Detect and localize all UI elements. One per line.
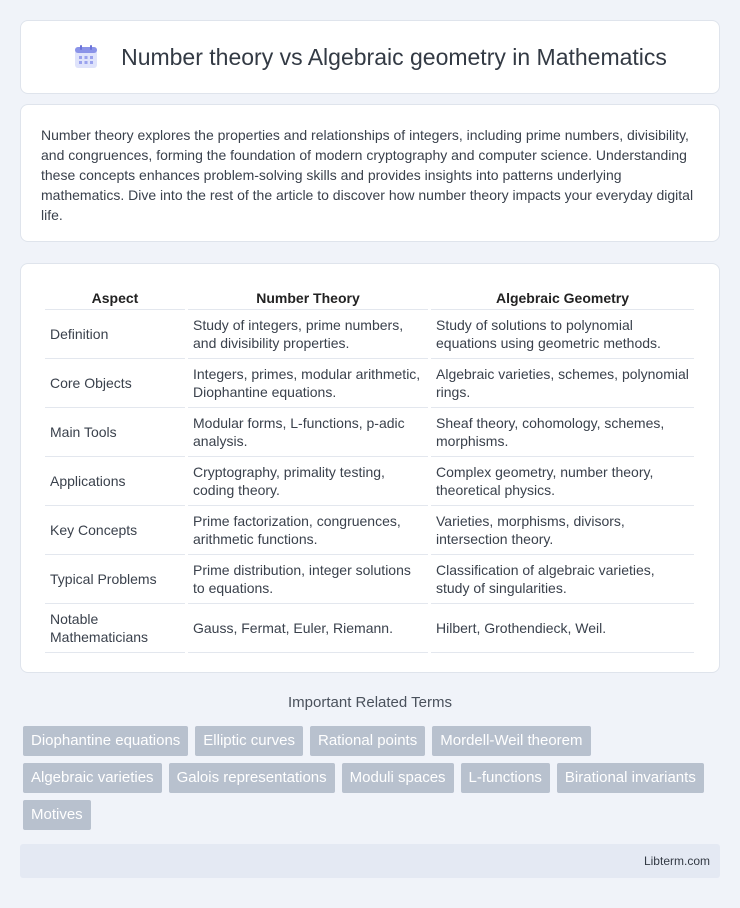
- cell-algebraic-geometry: Hilbert, Grothendieck, Weil.: [431, 604, 694, 653]
- header-algebraic-geometry: Algebraic Geometry: [431, 286, 694, 310]
- related-term-tag[interactable]: Elliptic curves: [195, 726, 303, 756]
- footer-site-link[interactable]: Libterm.com: [643, 854, 710, 868]
- cell-aspect: Key Concepts: [45, 506, 185, 555]
- related-term-tag[interactable]: Rational points: [310, 726, 425, 756]
- table-row: [45, 506, 694, 555]
- cell-algebraic-geometry: Complex geometry, number theory, theoretical physics.: [431, 457, 694, 506]
- cell-aspect: Core Objects: [45, 359, 185, 408]
- related-term-tag[interactable]: Birational invariants: [557, 763, 704, 793]
- table-row: [45, 457, 694, 506]
- header-number-theory: Number Theory: [188, 286, 428, 310]
- cell-number-theory: Modular forms, L-functions, p-adic analysis.: [188, 408, 428, 457]
- related-terms-list: [23, 726, 723, 830]
- intro-card: [20, 104, 720, 242]
- cell-aspect: Notable Mathematicians: [45, 604, 185, 653]
- related-term-tag[interactable]: Motives: [23, 800, 91, 830]
- cell-number-theory: Cryptography, primality testing, coding theory.: [188, 457, 428, 506]
- cell-number-theory: Prime factorization, congruences, arithmetic functions.: [188, 506, 428, 555]
- cell-algebraic-geometry: Classification of algebraic varieties, study of singularities.: [431, 555, 694, 604]
- cell-number-theory: Integers, primes, modular arithmetic, Diophantine equations.: [188, 359, 428, 408]
- table-header-row: [45, 286, 694, 310]
- intro-text: Number theory explores the properties and relationships of integers, including prime numbers, divisibility, and congruences, forming the foundation of modern cryptography and computer science. Understanding these concepts enhances problem-solving skills and provides insights into patterns underlying mathematics. Dive into the rest of the article to discover how number theory impacts your everyday digital life.: [41, 127, 694, 223]
- cell-aspect: Definition: [45, 310, 185, 359]
- cell-algebraic-geometry: Algebraic varieties, schemes, polynomial rings.: [431, 359, 694, 408]
- table-row: [45, 310, 694, 359]
- related-term-tag[interactable]: Galois representations: [169, 763, 335, 793]
- cell-algebraic-geometry: Varieties, morphisms, divisors, intersection theory.: [431, 506, 694, 555]
- comparison-table: [42, 286, 697, 653]
- header-card: [20, 20, 720, 94]
- calendar-icon: [73, 44, 99, 70]
- footer: [20, 844, 720, 878]
- table-row: [45, 555, 694, 604]
- related-term-tag[interactable]: Moduli spaces: [342, 763, 454, 793]
- comparison-card: [20, 263, 720, 673]
- cell-number-theory: Prime distribution, integer solutions to equations.: [188, 555, 428, 604]
- cell-aspect: Typical Problems: [45, 555, 185, 604]
- table-row: [45, 604, 694, 653]
- related-term-tag[interactable]: Diophantine equations: [23, 726, 188, 756]
- cell-number-theory: Study of integers, prime numbers, and divisibility properties.: [188, 310, 428, 359]
- table-row: [45, 408, 694, 457]
- related-term-tag[interactable]: Algebraic varieties: [23, 763, 162, 793]
- header-aspect: Aspect: [45, 286, 185, 310]
- cell-aspect: Main Tools: [45, 408, 185, 457]
- cell-algebraic-geometry: Study of solutions to polynomial equations using geometric methods.: [431, 310, 694, 359]
- table-row: [45, 359, 694, 408]
- cell-algebraic-geometry: Sheaf theory, cohomology, schemes, morphisms.: [431, 408, 694, 457]
- cell-number-theory: Gauss, Fermat, Euler, Riemann.: [188, 604, 428, 653]
- related-term-tag[interactable]: Mordell-Weil theorem: [432, 726, 590, 756]
- page-title: Number theory vs Algebraic geometry in Mathematics: [121, 43, 667, 70]
- cell-aspect: Applications: [45, 457, 185, 506]
- related-terms-heading: Important Related Terms: [288, 694, 452, 711]
- related-term-tag[interactable]: L-functions: [461, 763, 550, 793]
